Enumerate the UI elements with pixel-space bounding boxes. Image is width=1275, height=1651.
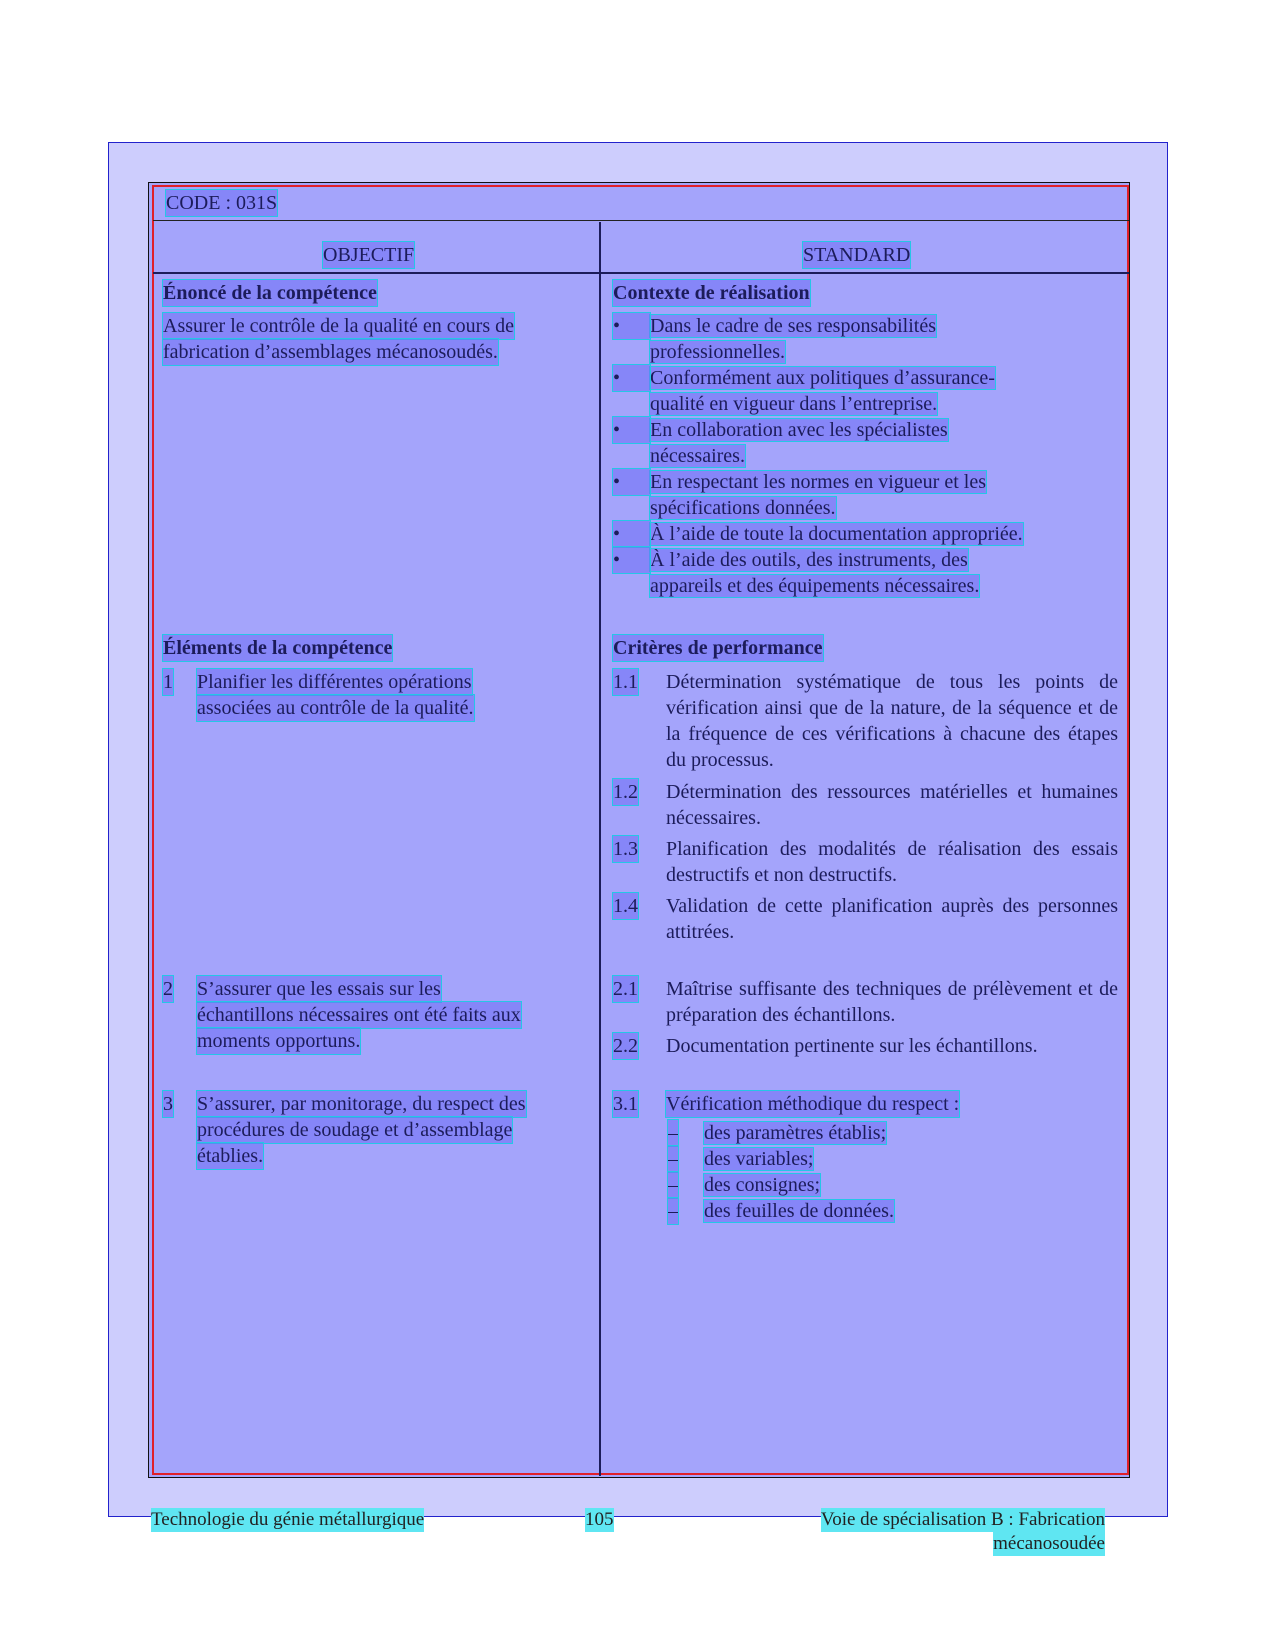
dash-icon: – [668, 1174, 678, 1196]
sublist-item: – des feuilles de données. [668, 1200, 894, 1222]
critere-number: 2.2 [613, 1035, 638, 1057]
element-text: établies. [197, 1145, 264, 1167]
contexte-item: • Dans le cadre de ses responsabilités professionnelles. [613, 315, 937, 363]
code-separator [153, 220, 1129, 221]
dash-icon: – [668, 1122, 678, 1144]
elements-title: Éléments de la compétence [163, 637, 393, 659]
critere-text: Vérification méthodique du respect : [666, 1093, 960, 1115]
standard-header: STANDARD [803, 244, 911, 266]
critere-number: 2.1 [613, 978, 638, 1000]
dash-icon: – [668, 1200, 678, 1222]
code-label: CODE : 031S [166, 192, 278, 214]
dash-icon: – [668, 1148, 678, 1170]
bullet-icon: • [613, 417, 650, 443]
enonce-line: fabrication d’assemblages mécanosoudés. [163, 341, 498, 363]
enonce-title: Énoncé de la compétence [163, 282, 377, 304]
contexte-title: Contexte de réalisation [613, 282, 810, 304]
element-text: Planifier les différentes opérations [197, 671, 472, 693]
bullet-icon: • [613, 547, 650, 573]
sublist-item: – des consignes; [668, 1174, 821, 1196]
contexte-item: • À l’aide des outils, des instruments, des appareils et des équipements nécessaires. [613, 549, 980, 597]
contexte-item: • Conformément aux politiques d’assurance- qualité en vigueur dans l’entreprise. [613, 367, 995, 415]
element-item [163, 669, 603, 721]
element-text: moments opportuns. [197, 1030, 361, 1052]
critere-text: Détermination systématique de tous les points de vérification ainsi que de la nature, de la séquence et de la fréquence de ces vérifications à chacune des étapes du processus. [666, 671, 1118, 771]
contexte-list [613, 313, 1113, 599]
critere-number: 1.1 [613, 671, 638, 693]
bullet-icon: • [613, 521, 650, 547]
contexte-item: • À l’aide de toute la documentation appropriée. [613, 523, 1023, 545]
bullet-icon: • [613, 365, 650, 391]
contexte-item: • En collaboration avec les spécialistes nécessaires. [613, 419, 948, 467]
critere-number: 1.4 [613, 895, 638, 917]
element-item [163, 1091, 603, 1169]
element-text: S’assurer, par monitorage, du respect des [197, 1093, 526, 1115]
respect-sublist [668, 1120, 894, 1224]
header-separator [153, 272, 1129, 274]
critere-number: 1.3 [613, 838, 638, 860]
element-number: 1 [163, 671, 173, 693]
element-number: 2 [163, 978, 173, 1000]
critere-number: 3.1 [613, 1093, 638, 1115]
bullet-icon: • [613, 469, 650, 495]
element-text: associées au contrôle de la qualité. [197, 697, 474, 719]
footer-title: Technologie du génie métallurgique [151, 1509, 425, 1530]
element-text: S’assurer que les essais sur les [197, 978, 441, 1000]
sublist-item: – des variables; [668, 1148, 814, 1170]
footer-specialisation-cont: mécanosoudée [993, 1533, 1105, 1554]
element-item [163, 976, 603, 1054]
page-number: 105 [585, 1509, 614, 1530]
element-text: procédures de soudage et d’assemblage [197, 1119, 513, 1141]
critere-text: Détermination des ressources matérielles et humaines nécessaires. [666, 781, 1118, 829]
element-number: 3 [163, 1093, 173, 1115]
objectif-header: OBJECTIF [323, 244, 415, 266]
critere-text: Documentation pertinente sur les échantillons. [666, 1035, 1038, 1057]
contexte-item: • En respectant les normes en vigueur et les spécifications données. [613, 471, 986, 519]
critere-number: 1.2 [613, 781, 638, 803]
column-divider [599, 222, 601, 1476]
footer-specialisation: Voie de spécialisation B : Fabrication [820, 1509, 1105, 1530]
enonce-line: Assurer le contrôle de la qualité en cours de [163, 315, 514, 337]
critere-text: Validation de cette planification auprès des personnes attitrées. [666, 895, 1118, 943]
critere-text: Planification des modalités de réalisation des essais destructifs et non destructifs. [666, 838, 1118, 886]
bullet-icon: • [613, 313, 650, 339]
element-text: échantillons nécessaires ont été faits aux [197, 1004, 521, 1026]
critere-text: Maîtrise suffisante des techniques de prélèvement et de préparation des échantillons. [666, 978, 1118, 1026]
sublist-item: – des paramètres établis; [668, 1122, 887, 1144]
criteres-title: Critères de performance [613, 637, 823, 659]
